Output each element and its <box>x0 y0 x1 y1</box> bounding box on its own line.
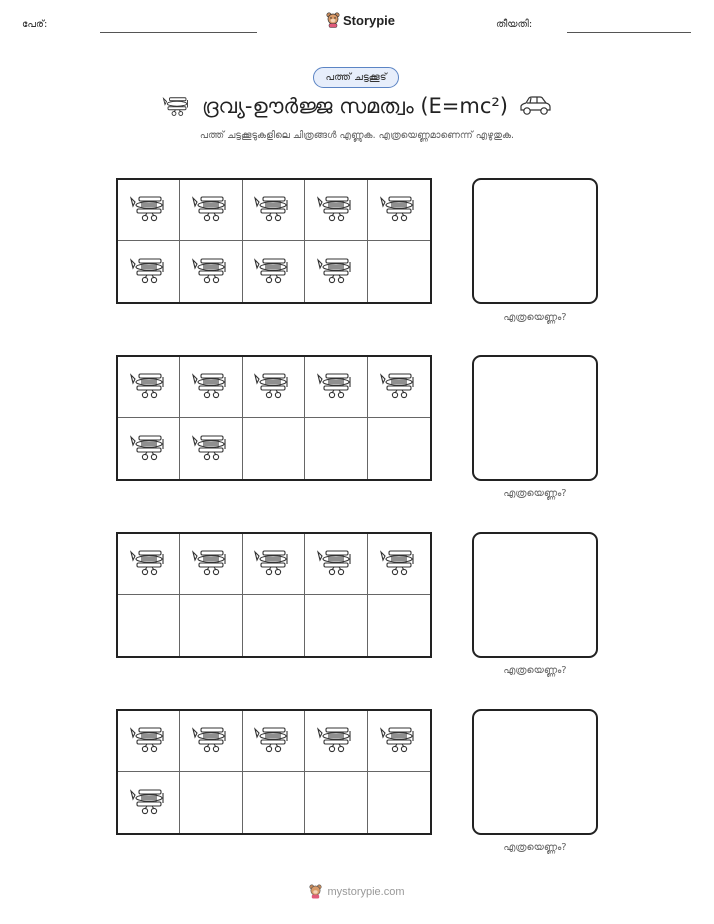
frame-cell-empty <box>180 595 242 656</box>
frame-cell-filled <box>305 241 367 302</box>
biplane-icon <box>129 785 169 821</box>
biplane-icon <box>253 254 293 290</box>
biplane-icon <box>129 369 169 405</box>
frame-cell-empty <box>243 595 305 656</box>
biplane-icon <box>191 192 231 228</box>
frame-cell-filled <box>118 241 180 302</box>
frame-cell-empty <box>368 418 430 479</box>
answer-prompt-3: എത്രയെണ്ണം? <box>503 665 567 676</box>
frame-cell-empty <box>305 772 367 833</box>
biplane-icon <box>379 546 419 582</box>
frame-cell-filled <box>243 180 305 241</box>
brand-name: Storypie <box>343 12 396 28</box>
biplane-icon <box>129 254 169 290</box>
frame-cell-filled <box>118 772 180 833</box>
frame-cell-empty <box>368 595 430 656</box>
frame-cell-filled <box>118 711 180 772</box>
answer-box-2[interactable] <box>472 355 598 481</box>
car-icon <box>518 95 552 117</box>
frame-cell-empty <box>243 772 305 833</box>
frame-cell-filled <box>243 534 305 595</box>
frame-cell-filled <box>243 241 305 302</box>
biplane-icon <box>316 254 356 290</box>
frame-cell-filled <box>118 534 180 595</box>
instructions: പത്ത് ചട്ടക്കൂടുകളിലെ ചിത്രങ്ങൾ എണ്ണുക. എത്രയെണ്ണമാണെന്ന് എഴുതുക. <box>199 130 515 141</box>
worksheet-type-badge: പത്ത് ചട്ടക്കൂട് <box>313 67 399 88</box>
frame-cell-filled <box>180 711 242 772</box>
answer-box-3[interactable] <box>472 532 598 658</box>
date-line[interactable] <box>567 32 691 33</box>
biplane-icon <box>129 723 169 759</box>
biplane-icon <box>379 723 419 759</box>
brand-logo <box>326 12 395 28</box>
frame-cell-empty <box>305 595 367 656</box>
frame-cell-filled <box>305 534 367 595</box>
biplane-icon <box>191 369 231 405</box>
frame-cell-filled <box>243 711 305 772</box>
footer-url[interactable]: mystorypie.com <box>327 885 405 898</box>
footer <box>0 884 714 899</box>
page-title: ദ്രവ്യ-ഊർജ്ജ സമത്വം (E=mc²) <box>202 93 508 118</box>
biplane-icon <box>379 192 419 228</box>
frame-cell-filled <box>180 534 242 595</box>
frame-cell-filled <box>118 418 180 479</box>
bear-mascot-icon <box>326 12 340 28</box>
biplane-icon <box>191 431 231 467</box>
biplane-icon <box>316 723 356 759</box>
date-label: തീയതി: <box>496 19 533 30</box>
biplane-icon <box>253 546 293 582</box>
biplane-icon <box>129 546 169 582</box>
frame-cell-empty <box>243 418 305 479</box>
biplane-icon <box>129 192 169 228</box>
frame-cell-filled <box>305 180 367 241</box>
answer-prompt-1: എത്രയെണ്ണം? <box>503 312 567 323</box>
answer-box-4[interactable] <box>472 709 598 835</box>
frame-cell-filled <box>368 711 430 772</box>
frame-cell-filled <box>180 241 242 302</box>
frame-cell-filled <box>305 357 367 418</box>
biplane-icon <box>253 192 293 228</box>
frame-cell-filled <box>118 180 180 241</box>
answer-prompt-4: എത്രയെണ്ണം? <box>503 842 567 853</box>
frame-cell-empty <box>118 595 180 656</box>
frame-cell-filled <box>368 180 430 241</box>
biplane-icon <box>191 254 231 290</box>
frame-cell-filled <box>180 180 242 241</box>
frame-cell-filled <box>243 357 305 418</box>
bear-mascot-icon <box>309 884 322 899</box>
biplane-icon <box>129 431 169 467</box>
frame-cell-filled <box>118 357 180 418</box>
ten-frame-2 <box>116 355 432 481</box>
frame-cell-filled <box>180 357 242 418</box>
frame-cell-filled <box>368 357 430 418</box>
answer-box-1[interactable] <box>472 178 598 304</box>
biplane-icon <box>379 369 419 405</box>
biplane-icon <box>191 723 231 759</box>
biplane-icon <box>253 369 293 405</box>
frame-cell-filled <box>368 534 430 595</box>
frame-cell-empty <box>368 772 430 833</box>
biplane-icon <box>316 192 356 228</box>
name-label: പേര്: <box>22 19 48 30</box>
ten-frame-1 <box>116 178 432 304</box>
frame-cell-filled <box>180 418 242 479</box>
biplane-icon <box>316 369 356 405</box>
biplane-icon <box>316 546 356 582</box>
name-line[interactable] <box>100 32 257 33</box>
frame-cell-filled <box>305 711 367 772</box>
ten-frame-3 <box>116 532 432 658</box>
answer-prompt-2: എത്രയെണ്ണം? <box>503 488 567 499</box>
biplane-icon <box>253 723 293 759</box>
frame-cell-empty <box>368 241 430 302</box>
biplane-icon <box>191 546 231 582</box>
biplane-icon <box>162 94 192 118</box>
frame-cell-empty <box>305 418 367 479</box>
frame-cell-empty <box>180 772 242 833</box>
title-row <box>0 90 714 122</box>
ten-frame-4 <box>116 709 432 835</box>
